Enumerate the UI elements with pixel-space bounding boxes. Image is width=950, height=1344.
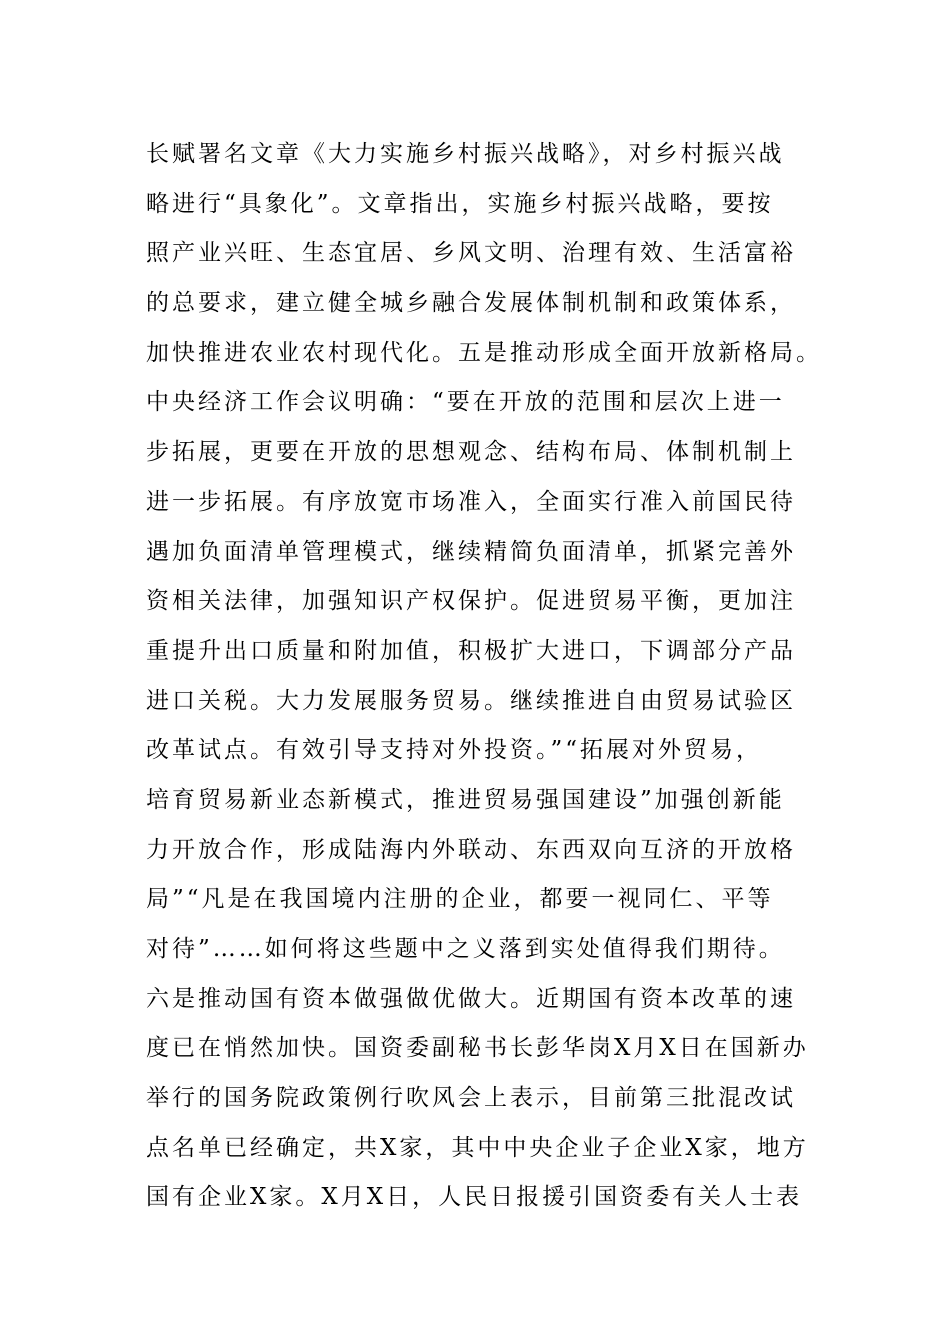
text-line: 国有企业X家。X月X日，人民日报援引国资委有关人士表 xyxy=(146,1184,803,1211)
text-line: 资相关法律，加强知识产权保护。促进贸易平衡，更加注 xyxy=(146,588,796,615)
text-line: 遇加负面清单管理模式，继续精简负面清单，抓紧完善外 xyxy=(146,538,796,565)
body-text xyxy=(146,130,826,1223)
text-line: 长赋署名文章《大力实施乡村振兴战略》，对乡村振兴战 xyxy=(146,141,785,167)
text-line: 举行的国务院政策例行吹风会上表示，目前第三批混改试 xyxy=(146,1085,796,1112)
text-line: 六是推动国有资本做强做优做大。近期国有资本改革的速 xyxy=(146,985,796,1012)
text-line: 重提升出口质量和附加值，积极扩大进口，下调部分产品 xyxy=(146,637,796,664)
text-line: 进一步拓展。有序放宽市场准入，全面实行准入前国民待 xyxy=(146,488,796,515)
text-line: 度已在悄然加快。国资委副秘书长彭华岗X月X日在国新办 xyxy=(146,1035,809,1062)
text-line: 进口关税。大力发展服务贸易。继续推进自由贸易试验区 xyxy=(146,687,796,714)
text-line: 培育贸易新业态新模式，推进贸易强国建设”加强创新能 xyxy=(146,786,785,813)
text-line: 中央经济工作会议明确：“要在开放的范围和层次上进一 xyxy=(146,389,785,416)
text-line: 对待”……如何将这些题中之义落到实处值得我们期待。 xyxy=(146,936,785,962)
text-line: 步拓展，更要在开放的思想观念、结构布局、体制机制上 xyxy=(146,439,796,466)
text-line: 改革试点。有效引导支持对外投资。”“拓展对外贸易， xyxy=(146,737,763,764)
text-line: 照产业兴旺、生态宜居、乡风文明、治理有效、生活富裕 xyxy=(146,240,796,267)
text-line: 局”“凡是在我国境内注册的企业，都要一视同仁、平等 xyxy=(146,886,774,913)
text-line: 的总要求，建立健全城乡融合发展体制机制和政策体系， xyxy=(146,290,796,317)
text-line: 加快推进农业农村现代化。五是推动形成全面开放新格局。 xyxy=(146,339,822,366)
text-line: 力开放合作，形成陆海内外联动、东西双向互济的开放格 xyxy=(146,836,796,863)
text-line: 略进行“具象化”。文章指出，实施乡村振兴战略，要按 xyxy=(146,190,774,217)
text-line: 点名单已经确定，共X家，其中中央企业子企业X家，地方 xyxy=(146,1134,809,1161)
